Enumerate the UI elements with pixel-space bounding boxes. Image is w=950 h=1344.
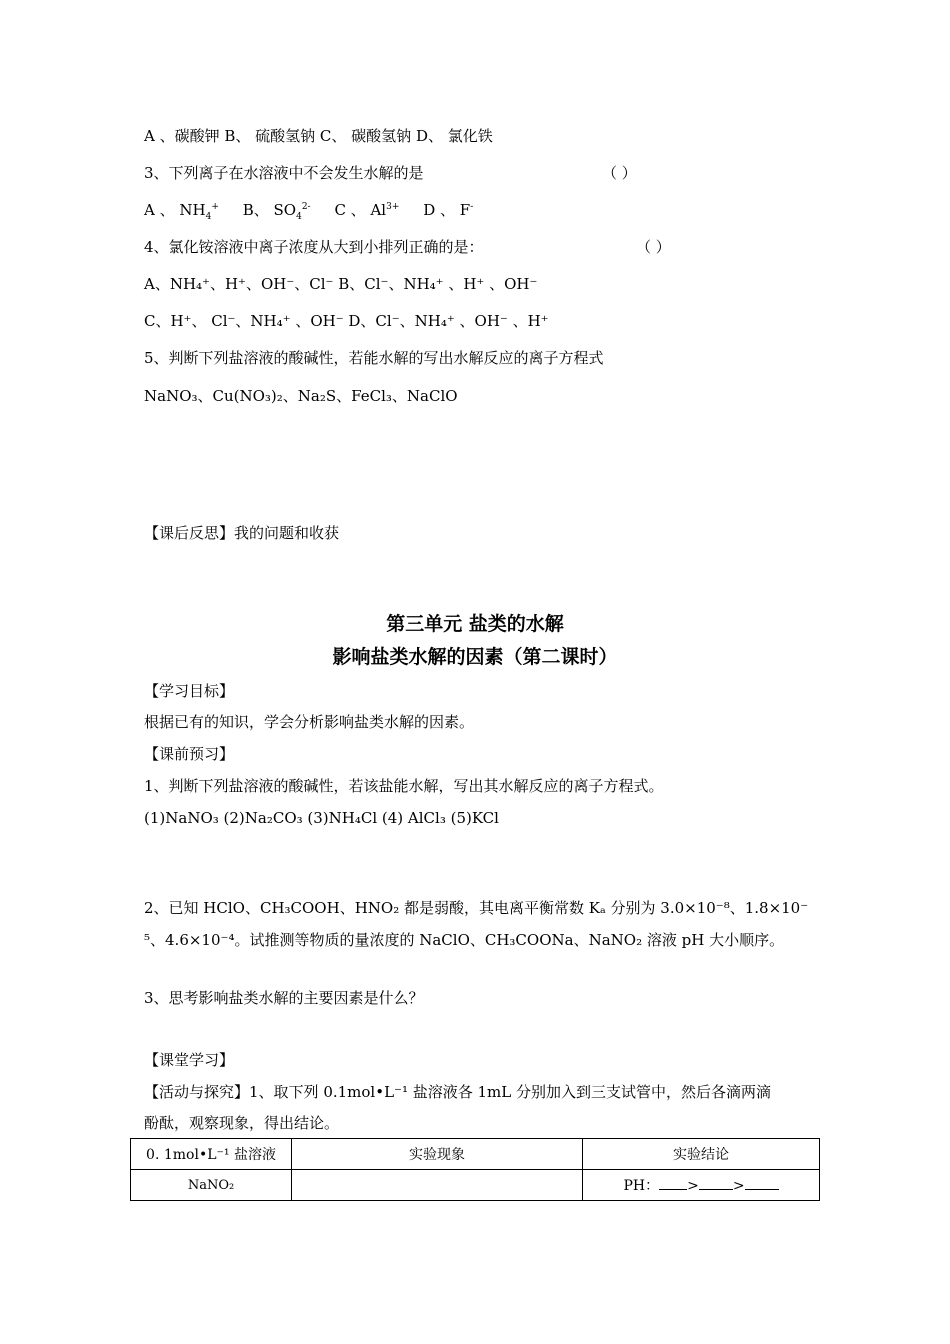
table-row <box>131 1170 820 1201</box>
blank-2[interactable] <box>699 1175 733 1190</box>
q3-options <box>144 200 473 220</box>
preview-q2-line2: ⁵、4.6×10⁻⁴。试推测等物质的量浓度的 NaClO、CH₃COONa、NaNO₂ 溶液 pH 大小顺序。 <box>144 931 785 949</box>
header-phenomenon: 实验现象 <box>292 1139 583 1170</box>
table-header-row <box>131 1139 820 1170</box>
q5-stem: 5、判断下列盐溶液的酸碱性，若能水解的写出水解反应的离子方程式 <box>144 349 604 367</box>
header-salt: 0. 1mol•L⁻¹ 盐溶液 <box>131 1139 292 1170</box>
q4-answer-blank: （ ） <box>636 238 671 256</box>
header-conclusion: 实验结论 <box>583 1139 820 1170</box>
q3-option-d: D 、 F- <box>423 201 474 219</box>
row-salt: NaNO₂ <box>131 1170 292 1201</box>
experiment-table <box>130 1138 820 1201</box>
row-phenomenon <box>292 1170 583 1201</box>
blank-1[interactable] <box>659 1175 687 1190</box>
class-heading: 【课堂学习】 <box>144 1051 235 1069</box>
activity-line2: 酚酞，观察现象，得出结论。 <box>144 1114 340 1132</box>
preview-q1-stem: 1、判断下列盐溶液的酸碱性，若该盐能水解，写出其水解反应的离子方程式。 <box>144 777 664 795</box>
goal-text: 根据已有的知识，学会分析影响盐类水解的因素。 <box>144 713 475 731</box>
q3-option-a: A 、 $NH_4^+$ <box>144 201 219 222</box>
lesson-title: 影响盐类水解的因素（第二课时） <box>332 646 618 668</box>
blank-3[interactable] <box>745 1175 779 1190</box>
q3-option-c: C 、 $Al^{3+}$ <box>334 201 400 219</box>
q3-option-b: B、 $SO_4^{2-}$ <box>242 201 311 222</box>
q3-stem: 3、下列离子在水溶液中不会发生水解的是 <box>144 164 424 182</box>
unit-title: 第三单元 盐类的水解 <box>386 613 564 635</box>
row-conclusion: PH： > > <box>583 1170 820 1201</box>
q2-options: A 、碳酸钾 B、 硫酸氢钠 C、 碳酸氢钠 D、 氯化铁 <box>144 127 493 145</box>
q3-answer-blank: （ ） <box>602 164 637 182</box>
q4-stem: 4、氯化铵溶液中离子浓度从大到小排列正确的是： <box>144 238 484 256</box>
preview-q2-line1: 2、已知 HClO、CH₃COOH、HNO₂ 都是弱酸，其电离平衡常数 Kₐ 分别为 3.0×10⁻⁸、1.8×10⁻ <box>144 899 809 917</box>
q5-salts: NaNO₃、Cu(NO₃)₂、Na₂S、FeCl₃、NaClO <box>144 387 458 405</box>
reflection-heading: 【课后反思】我的问题和收获 <box>144 524 340 542</box>
preview-heading: 【课前预习】 <box>144 745 235 763</box>
preview-q1-salts: (1)NaNO₃ (2)Na₂CO₃ (3)NH₄Cl (4) AlCl₃ (5)KCl <box>144 809 499 827</box>
activity-line1: 【活动与探究】1、取下列 0.1mol•L⁻¹ 盐溶液各 1mL 分别加入到三支试管中，然后各滴两滴 <box>144 1083 771 1101</box>
q4-options-ab: A、NH₄⁺、H⁺、OH⁻、Cl⁻ B、Cl⁻、NH₄⁺ 、H⁺ 、OH⁻ <box>144 275 538 293</box>
q4-options-cd: C、H⁺、 Cl⁻、NH₄⁺ 、OH⁻ D、Cl⁻、NH₄⁺ 、OH⁻ 、H⁺ <box>144 312 549 330</box>
goal-heading: 【学习目标】 <box>144 682 235 700</box>
preview-q3: 3、思考影响盐类水解的主要因素是什么？ <box>144 989 424 1007</box>
